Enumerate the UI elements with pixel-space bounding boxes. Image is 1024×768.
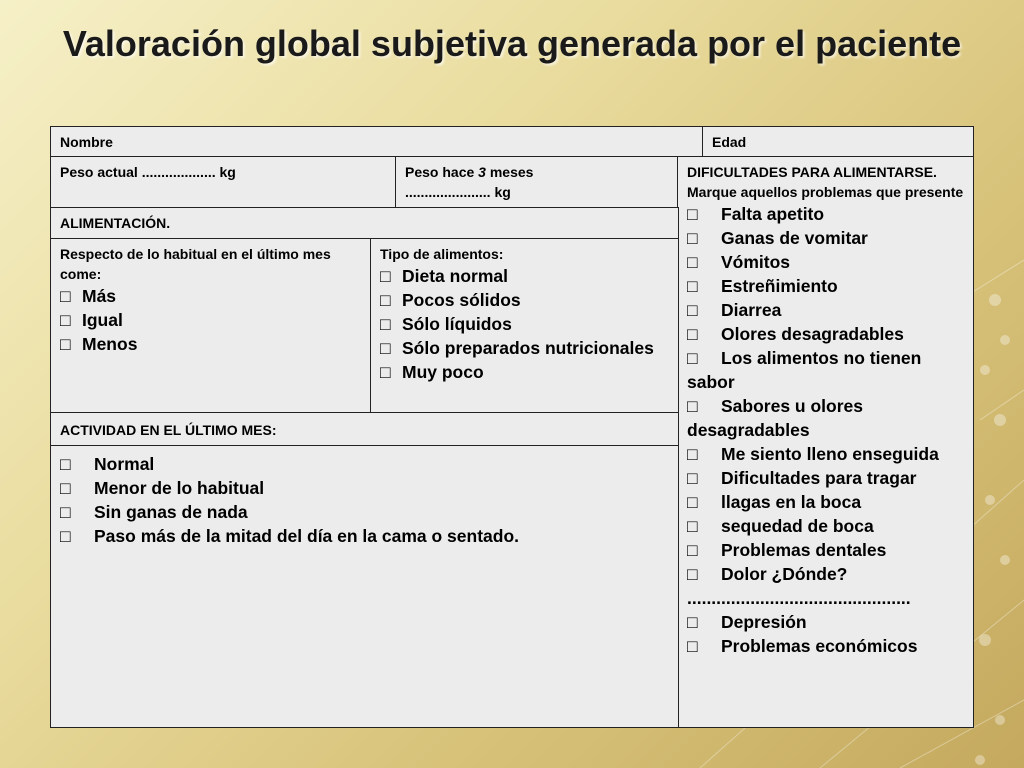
peso-hace-pre: Peso hace — [405, 164, 479, 180]
dificultades-options-item[interactable] — [687, 610, 964, 634]
checkbox-icon[interactable]: □ — [60, 454, 71, 474]
checkbox-icon[interactable]: □ — [60, 478, 71, 498]
nombre-cell — [50, 126, 704, 158]
dificultades-cell — [677, 156, 974, 728]
dolor-dots: .............................................. — [687, 588, 911, 608]
peso-hace-num: 3 — [478, 164, 486, 180]
dificultades-options-item[interactable] — [687, 514, 964, 538]
peso-hace-line2: ...................... kg — [405, 184, 511, 200]
checkbox-icon[interactable]: □ — [60, 286, 71, 306]
checkbox-icon[interactable]: □ — [60, 310, 71, 330]
checkbox-icon[interactable]: □ — [687, 396, 698, 416]
tipo-list — [380, 264, 669, 384]
checkbox-icon[interactable]: □ — [687, 204, 698, 224]
respecto-list — [60, 284, 362, 356]
option-label: Problemas económicos — [721, 636, 918, 656]
respecto-cell — [50, 238, 372, 414]
dificultades-options-item[interactable] — [687, 394, 964, 442]
option-label: Me siento lleno enseguida — [721, 444, 939, 464]
checkbox-icon[interactable]: □ — [687, 468, 698, 488]
checkbox-icon[interactable]: □ — [60, 334, 71, 354]
slide-title: Valoración global subjetiva generada por el paciente — [62, 23, 962, 64]
checkbox-icon[interactable]: □ — [687, 252, 698, 272]
option-label: Muy poco — [402, 362, 484, 382]
option-label: Depresión — [721, 612, 807, 632]
actividad-options-item[interactable] — [60, 476, 669, 500]
dificultades-options-item[interactable] — [687, 274, 964, 298]
option-label: Igual — [82, 310, 123, 330]
respecto-options-item[interactable] — [60, 332, 362, 356]
checkbox-icon[interactable]: □ — [687, 228, 698, 248]
peso-actual-cell — [50, 156, 397, 209]
dificultades-options-item[interactable] — [687, 298, 964, 322]
actividad-header-cell — [50, 412, 679, 447]
alimentacion-header-cell — [50, 207, 679, 240]
respecto-options-item[interactable] — [60, 284, 362, 308]
checkbox-icon[interactable]: □ — [687, 276, 698, 296]
actividad-options-item[interactable] — [60, 524, 669, 548]
checkbox-icon[interactable]: □ — [687, 540, 698, 560]
actividad-list — [60, 452, 669, 548]
actividad-cell — [50, 445, 679, 728]
checkbox-icon[interactable]: □ — [687, 300, 698, 320]
actividad-header: ACTIVIDAD EN EL ÚLTIMO MES: — [60, 422, 277, 438]
option-label: Más — [82, 286, 117, 306]
checkbox-icon[interactable]: □ — [687, 564, 698, 584]
edad-label: Edad — [712, 134, 747, 150]
checkbox-icon[interactable]: □ — [687, 492, 698, 512]
checkbox-icon[interactable]: □ — [380, 290, 391, 310]
checkbox-icon[interactable]: □ — [60, 526, 71, 546]
option-label: Vómitos — [721, 252, 791, 272]
checkbox-icon[interactable]: □ — [687, 516, 698, 536]
checkbox-icon[interactable]: □ — [380, 362, 391, 382]
dificultades-options-item[interactable] — [687, 490, 964, 514]
edad-cell — [702, 126, 974, 158]
tipo-options-item[interactable] — [380, 264, 669, 288]
tipo-options-item[interactable] — [380, 360, 669, 384]
actividad-options-item[interactable] — [60, 452, 669, 476]
dificultades-options-item[interactable] — [687, 226, 964, 250]
option-label: Falta apetito — [721, 204, 825, 224]
option-label: llagas en la boca — [721, 492, 862, 512]
checkbox-icon[interactable]: □ — [687, 444, 698, 464]
checkbox-icon[interactable]: □ — [687, 612, 698, 632]
option-label: Sabores u olores desagradables — [687, 396, 863, 440]
dificultades-subtitle: Marque aquellos problemas que presente — [687, 184, 964, 200]
checkbox-icon[interactable]: □ — [687, 348, 698, 368]
dificultades-options-item[interactable] — [687, 322, 964, 346]
option-label: Olores desagradables — [721, 324, 904, 344]
option-label: Los alimentos no tienen sabor — [687, 348, 922, 392]
nombre-label: Nombre — [60, 134, 113, 150]
dificultades-options-item[interactable] — [687, 442, 964, 466]
dificultades-options-item[interactable] — [687, 250, 964, 274]
option-label: Dieta normal — [402, 266, 508, 286]
dificultades-options-item[interactable] — [687, 466, 964, 490]
option-label: Dolor ¿Dónde? — [721, 564, 848, 584]
option-label: Menos — [82, 334, 138, 354]
checkbox-icon[interactable]: □ — [687, 324, 698, 344]
alimentacion-header: ALIMENTACIÓN. — [60, 215, 171, 231]
checkbox-icon[interactable]: □ — [380, 314, 391, 334]
option-label: Diarrea — [721, 300, 782, 320]
option-label: Sólo líquidos — [402, 314, 512, 334]
checkbox-icon[interactable]: □ — [380, 338, 391, 358]
tipo-label: Tipo de alimentos: — [380, 246, 504, 262]
dificultades-options-item[interactable] — [687, 634, 964, 658]
dificultades-title: DIFICULTADES PARA ALIMENTARSE. — [687, 164, 937, 180]
peso-hace-post: meses — [485, 164, 534, 180]
tipo-options-item[interactable] — [380, 288, 669, 312]
checkbox-icon[interactable]: □ — [380, 266, 391, 286]
option-label: Sin ganas de nada — [94, 502, 248, 522]
option-label: Estreñimiento — [721, 276, 838, 296]
option-label: Paso más de la mitad del día en la cama o sentado. — [94, 526, 520, 546]
dificultades-options-item[interactable] — [687, 562, 964, 586]
option-label: Dificultades para tragar — [721, 468, 917, 488]
tipo-options-item[interactable] — [380, 336, 669, 360]
option-label: Pocos sólidos — [402, 290, 521, 310]
peso-hace-cell — [395, 156, 679, 209]
dificultades-options-item[interactable] — [687, 538, 964, 562]
option-label: sequedad de boca — [721, 516, 874, 536]
respecto-options-item[interactable] — [60, 308, 362, 332]
option-label: Problemas dentales — [721, 540, 887, 560]
option-label: Menor de lo habitual — [94, 478, 265, 498]
option-label: Normal — [94, 454, 155, 474]
option-label: Sólo preparados nutricionales — [402, 338, 654, 358]
dificultades-list — [687, 202, 964, 658]
tipo-options-item[interactable] — [380, 312, 669, 336]
dificultades-options-item[interactable] — [687, 202, 964, 226]
actividad-options-item[interactable] — [60, 500, 669, 524]
respecto-label: Respecto de lo habitual en el último mes come: — [60, 246, 331, 282]
option-label: Ganas de vomitar — [721, 228, 868, 248]
checkbox-icon[interactable]: □ — [60, 502, 71, 522]
peso-actual-label: Peso actual ................... kg — [60, 164, 236, 180]
tipo-cell — [370, 238, 679, 414]
dificultades-options-item[interactable] — [687, 346, 964, 394]
checkbox-icon[interactable]: □ — [687, 636, 698, 656]
